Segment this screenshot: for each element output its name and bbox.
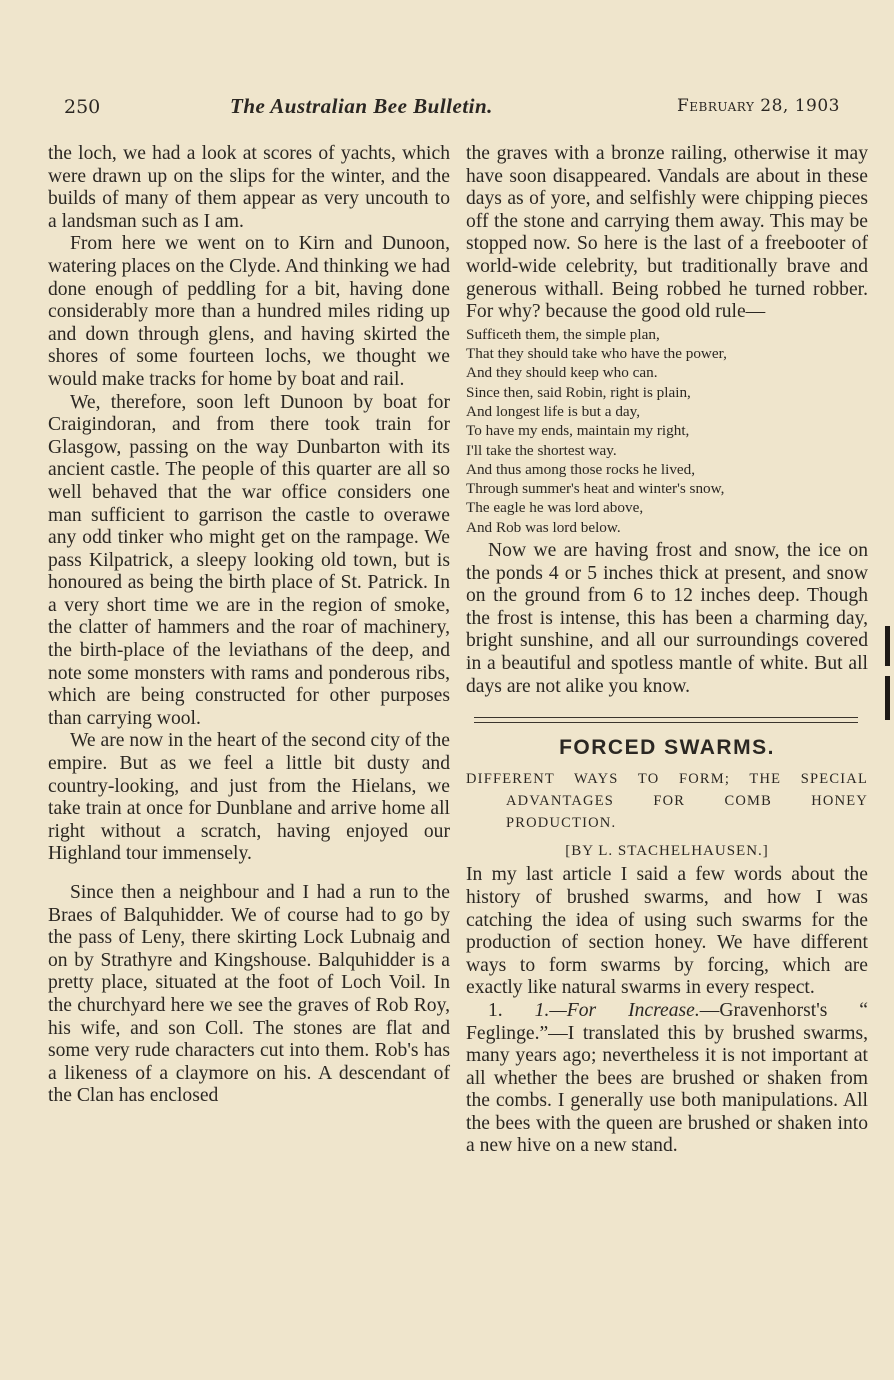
article-subtitle: DIFFERENT WAYS TO FORM; THE SPECIAL ADVANTAGES FOR COMB HONEY PRODUCTION. [466,770,868,831]
verse-line: That they should take who have the power, [466,345,727,363]
point-label: 1.—For Increase. [534,999,700,1021]
verse-line: The eagle he was lord above, [466,499,644,517]
verse-line: Through summer's heat and winter's snow, [466,480,725,498]
margin-mark [885,676,890,720]
verse-line: And Rob was lord below. [466,518,621,536]
verse-line: And they should keep who can. [466,364,658,382]
paragraph: Since then a neighbour and I had a run to the Braes of Balquhidder. We of course had to go by the pass of Leny, there skirting Lock Lubnaig and on by Strathyre and Kingshouse. Balquhidder is a pretty place, situated at the foot of Loch Voil. In the churchyard here we see the graves of Rob Roy, his wife, and son Coll. The stones are flat and some very rude characters cut into them. Rob's has a likeness of a claymore on his. A descendant of the Clan has enclosed [48,882,450,1107]
point-number: 1. [488,999,503,1021]
paragraph: the graves with a bronze railing, otherwise it may have soon disappeared. Vandals are about in these days as of yore, and selfishly were chipping pieces off the stone and carrying them away. This may be stopped now. So here is the last of a freebooter of world-wide celebrity, but traditionally brave and generous withall. Being robbed he turned robber. For why? because the good old rule— [466,143,868,323]
margin-mark [885,626,890,666]
paragraph: the loch, we had a look at scores of yachts, which were drawn up on the slips for the winter, and the builds of many of them appear as very uncouth to a landsman such as I am. [48,143,450,232]
page-number: 250 [64,96,101,118]
paragraph: From here we went on to Kirn and Dunoon, watering places on the Clyde. And thinking we had done enough of peddling for a bit, having done considerably more than a hundred miles riding up and down through glens, and having skirted the shores of some fourteen lochs, we thought we would make tracks for home by boat and rail. [48,233,450,390]
paragraph: In my last article I said a few words about the history of brushed swarms, and how I was catching the idea of using such swarms for the production of section honey. We have different ways to form swarms by forcing, which are exactly like natural swarms in every respect. [466,864,868,999]
verse-line: To have my ends, maintain my right, [466,422,690,440]
section-divider [474,717,858,723]
paragraph: We, therefore, soon left Dunoon by boat for Craigindoran, and from there took train for Glasgow, passing on the way Dunbarton with its ancient castle. The people of this quarter are all so well behaved that the war office considers one man sufficient to garrison the castle to overawe any odd tinker who might get on the rampage. We pass Kilpatrick, a sleepy looking old town, but is honoured as being the birth place of St. Patrick. In a very short time we are in the region of smoke, the clatter of hammers and the roar of machinery, the birth-place of the leviathans of the deep, and note some monsters with rams and ponderous ribs, which are being constructed for other purposes than carrying wool. [48,391,450,729]
left-column [48,143,450,1108]
verse-line: And longest life is but a day, [466,402,641,420]
paragraph [466,1000,868,1158]
verse-line: Since then, said Robin, right is plain, [466,383,691,401]
article-byline: [BY L. STACHELHAUSEN.] [565,842,769,859]
paragraph: Now we are having frost and snow, the ice on the ponds 4 or 5 inches thick at present, and snow on the ground from 6 to 12 inches deep. Though the frost is intense, this has been a charming day, bright sunshine, and all our surroundings covered in a beautiful and spotless mantle of white. But all days are not alike you know. [466,540,868,697]
verse-line: I'll take the shortest way. [466,441,617,459]
article-title: FORCED SWARMS. [559,736,775,760]
paragraph: We are now in the heart of the second city of the empire. But as we feel a little bit dusty and country-looking, and just from the Hielans, we take train at once for Dunblane and arrive home all right without a scratch, having enjoyed our Highland tour immensely. [48,730,450,865]
journal-title: The Australian Bee Bulletin. [230,94,493,118]
point-text: —Gravenhorst's “ Feglinge.”—I translated this by brushed swarms, many years ago; nevertheless it is not important at all whether the bees are brushed or shaken from the combs. I generally use both manipulations. All the bees with the queen are brushed or shaken into a new hive on a new stand. [466,999,868,1157]
verse-line: Sufficeth them, the simple plan, [466,325,660,343]
issue-date: February 28, 1903 [676,96,840,116]
verse-block [466,325,868,537]
page-header [64,96,840,126]
verse-line: And thus among those rocks he lived, [466,460,696,478]
right-column [466,143,868,1158]
